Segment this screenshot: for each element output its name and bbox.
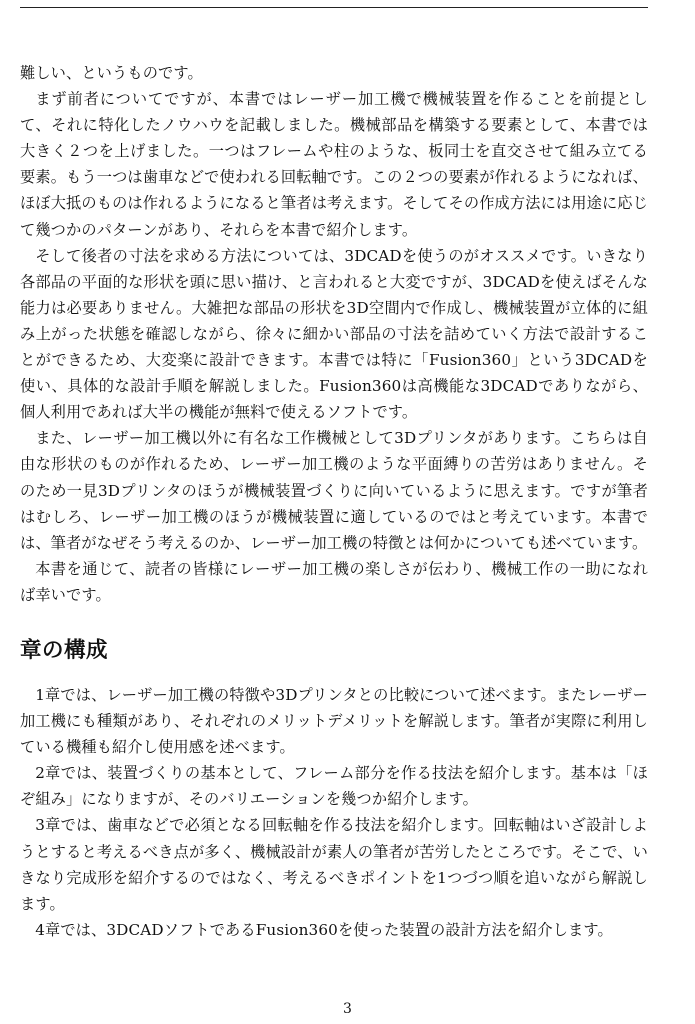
intro-paragraph-3d-printer: また、レーザー加工機以外に有名な工作機械として3Dプリンタがあります。こちらは自由な形状のものが作れるため、レーザー加工機のような平面縛りの苦労はありません。そのため一見3Dプリンタのほうが機械装置づくりに向いているように思えます。ですが筆者はむしろ、レーザー加工機のほうが機械装置に適しているのではと考えています。本書では、筆者がなぜそう考えるのか、レーザー加工機の特徴とは何かについても述べています。 [20, 429, 648, 552]
section-heading: 章の構成 [20, 637, 109, 663]
intro-paragraph-closing: 本書を通じて、読者の皆様にレーザー加工機の楽しさが伝わり、機械工作の一助になれば幸いです。 [20, 559, 648, 604]
chapter-1-summary: 1章では、レーザー加工機の特徴や3Dプリンタとの比較について述べます。またレーザー加工機にも種類があり、それぞれのメリットデメリットを解説します。筆者が実際に利用している機種も紹介し使用感を述べます。 [20, 685, 648, 757]
chapter-2-summary: 2章では、装置づくりの基本として、フレーム部分を作る技法を紹介します。基本は「ほぞ組み」になりますが、そのバリエーションを幾つか紹介します。 [20, 764, 648, 809]
intro-paragraph-latter: そして後者の寸法を求める方法については、3DCADを使うのがオススメです。いきなり各部品の平面的な形状を頭に思い描け、と言われると大変ですが、3DCADを使えばそんな能力は必要ありません。大雑把な部品の形状を3D空間内で作成し、機械装置が立体的に組み上がった状態を確認しながら、徐々に細かい部品の寸法を詰めていく方法で設計することができるため、大変楽に設計できます。本書では特に「Fusion360」という3DCADを使い、具体的な設計手順を解説しました。Fusion360は高機能な3DCADでありながら、個人利用であれば大半の機能が無料で使えるソフトです。 [20, 246, 648, 422]
header-rule [20, 7, 648, 8]
chapter-4-summary: 4章では、3DCADソフトであるFusion360を使った装置の設計方法を紹介します。 [35, 920, 613, 939]
chapter-3-summary: 3章では、歯車などで必須となる回転軸を作る技法を紹介します。回転軸はいざ設計しようとすると考えるべき点が多く、機械設計が素人の筆者が苦労したところです。そこで、いきなり完成形を紹介するのではなく、考えるべきポイントを1つづつ順を追いながら解説します。 [20, 816, 648, 913]
intro-paragraph-continuation: 難しい、というものです。 [20, 64, 203, 82]
intro-paragraph-former: まず前者についてですが、本書ではレーザー加工機で機械装置を作ることを前提として、それに特化したノウハウを記載しました。機械部品を構築する要素として、本書では大きく２つを上げました。一つはフレームや柱のような、板同士を直交させて組み立てる要素。もう一つは歯車などで使われる回転軸です。この２つの要素が作れるようになれば、ほぼ大抵のものは作れるようになると筆者は考えます。そしてその作成方法には用途に応じて幾つかのパターンがあり、それらを本書で紹介します。 [20, 90, 648, 239]
page-body [20, 60, 648, 943]
page-number: 3 [343, 1001, 352, 1017]
